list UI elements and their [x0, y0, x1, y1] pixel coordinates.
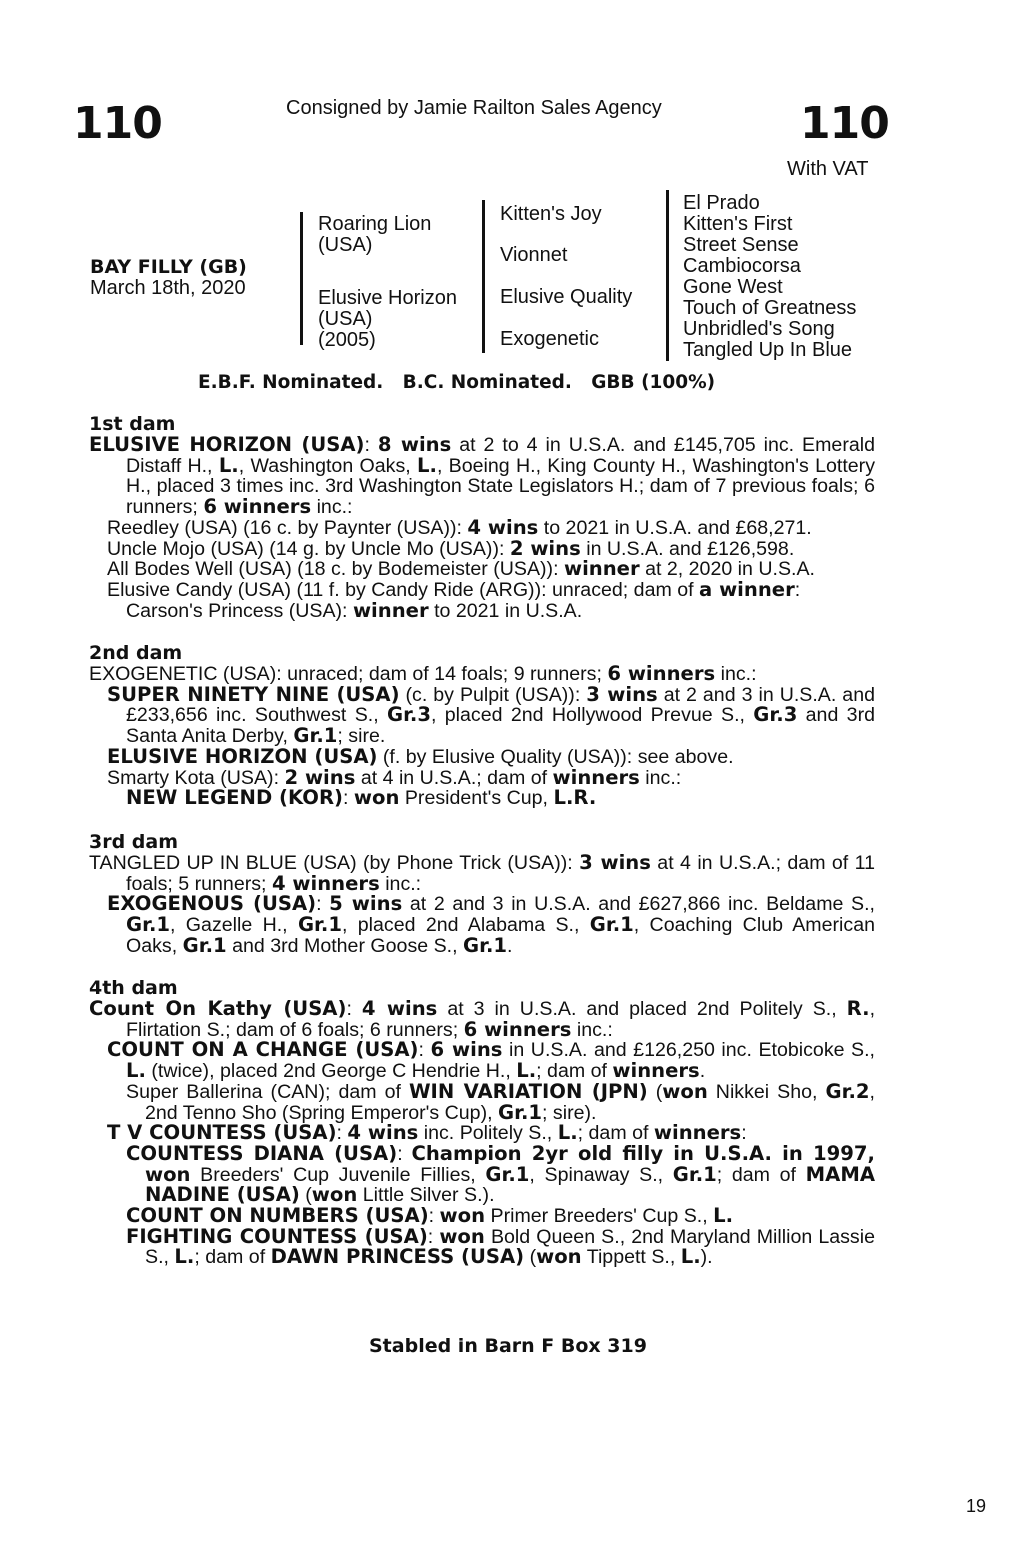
dam-year: (2005)	[318, 329, 376, 351]
vat-note: With VAT	[787, 158, 869, 180]
great-grandparent: El Prado	[683, 192, 760, 214]
grandparent-2: Vionnet	[500, 244, 568, 266]
pedigree-divider-1	[300, 212, 303, 345]
offspring-entry: EXOGENOUS (USA): 5 wins at 2 and 3 in U.S.A. and £627,866 inc. Beldame S., Gr.1, Gazelle H., Gr.1, placed 2nd Alabama S., Gr.1, Coaching Club American Oaks, Gr.1 and 3rd Mother Goose S., Gr.1.	[107, 892, 875, 957]
offspring-entry: Uncle Mojo (USA) (14 g. by Uncle Mo (USA)): 2 wins in U.S.A. and £126,598.	[107, 536, 795, 560]
offspring-entry: COUNT ON A CHANGE (USA): 6 wins in U.S.A. and £126,250 inc. Etobicoke S., L. (twice), placed 2nd George C Hendrie H., L.; dam of winners.	[107, 1038, 876, 1083]
great-grandparent: Unbridled's Song	[683, 318, 835, 340]
grandparent-3: Elusive Quality	[500, 286, 633, 308]
great-grandparent: Touch of Greatness	[683, 297, 857, 319]
foaling-date: March 18th, 2020	[90, 277, 246, 299]
great-grandparents	[683, 193, 856, 361]
dam-record: Count On Kathy (USA): 4 wins at 3 in U.S.A. and placed 2nd Politely S., R., Flirtation S.; dam of 6 foals; 6 runners; 6 winners inc.:	[89, 997, 876, 1041]
grandparent-4: Exogenetic	[500, 328, 599, 350]
great-grandparent: Kitten's First	[683, 213, 793, 235]
offspring-entry: FIGHTING COUNTESS (USA): won Bold Queen S., 2nd Maryland Million Lassie S., L.; dam of DAWN PRINCESS (USA) (won Tippett S., L.).	[126, 1224, 875, 1269]
offspring-entry: COUNT ON NUMBERS (USA): won Primer Breeders' Cup S., L.	[126, 1204, 734, 1228]
dam-name: Elusive Horizon	[318, 287, 457, 309]
offspring-entry: ELUSIVE HORIZON (USA) (f. by Elusive Quality (USA)): see above.	[107, 744, 734, 768]
great-grandparent: Gone West	[683, 276, 783, 298]
stabling-info: Stabled in Barn F Box 319	[369, 1335, 647, 1357]
horse-name: BAY FILLY (GB)	[90, 256, 247, 278]
great-grandparent: Tangled Up In Blue	[683, 339, 853, 361]
offspring-entry: Super Ballerina (CAN); dam of WIN VARIATION (JPN) (won Nikkei Sho, Gr.2, 2nd Tenno Sho (Spring Emperor's Cup), Gr.1; sire).	[126, 1079, 875, 1124]
dam-country: (USA)	[318, 308, 373, 330]
offspring-entry: All Bodes Well (USA) (18 c. by Bodemeister (USA)): winner at 2, 2020 in U.S.A.	[107, 557, 815, 581]
section-title: 2nd dam	[89, 642, 183, 664]
great-grandparent: Cambiocorsa	[683, 255, 801, 277]
lot-number-right: 110	[800, 98, 889, 149]
section-title: 1st dam	[89, 413, 176, 435]
sire-name: Roaring Lion	[318, 213, 432, 235]
offspring-entry: SUPER NINETY NINE (USA) (c. by Pulpit (USA)): 3 wins at 2 and 3 in U.S.A. and £233,656 inc. Southwest S., Gr.3, placed 2nd Hollywood Prevue S., Gr.3 and 3rd Santa Anita Derby, Gr.1; sire.	[107, 682, 875, 748]
fourth-dam-section	[89, 978, 875, 1268]
pedigree-divider-3	[666, 190, 669, 361]
consignor: Consigned by Jamie Railton Sales Agency	[286, 97, 662, 119]
offspring-entry: NEW LEGEND (KOR): won President's Cup, L.R.	[126, 786, 597, 810]
sire-country: (USA)	[318, 234, 373, 256]
grandparent-1: Kitten's Joy	[500, 203, 602, 225]
section-title: 4th dam	[89, 977, 178, 999]
offspring-entry: T V COUNTESS (USA): 4 wins inc. Politely S., L.; dam of winners:	[107, 1121, 747, 1145]
nominations: E.B.F. Nominated. B.C. Nominated. GBB (100%)	[198, 372, 716, 393]
dam	[318, 288, 457, 351]
dam-record: ELUSIVE HORIZON (USA): 8 wins at 2 to 4 in U.S.A. and £145,705 inc. Emerald Distaff H., L., Washington Oaks, L., Boeing H., King County H., Washington's Lottery H., placed 3 times inc. 3rd Washington State Legislators H.; dam of 7 previous foals; 6 runners; 6 winners inc.:	[89, 433, 875, 519]
page-number: 19	[966, 1496, 987, 1516]
pedigree-divider-2	[482, 200, 485, 353]
dam-record: TANGLED UP IN BLUE (USA) (by Phone Trick (USA)): 3 wins at 4 in U.S.A.; dam of 11 foals; 5 runners; 4 winners inc.:	[89, 851, 875, 895]
sire	[318, 214, 431, 256]
lot-number-left: 110	[73, 98, 162, 149]
great-grandparent: Street Sense	[683, 234, 799, 256]
offspring-entry: Reedley (USA) (16 c. by Paynter (USA)): 4 wins to 2021 in U.S.A. and £68,271.	[107, 515, 812, 539]
second-dam-section	[89, 643, 875, 809]
offspring-entry: Smarty Kota (USA): 2 wins at 4 in U.S.A.; dam of winners inc.:	[107, 765, 682, 789]
first-dam-section	[89, 414, 875, 621]
offspring-entry: COUNTESS DIANA (USA): Champion 2yr old filly in U.S.A. in 1997, won Breeders' Cup Juvenile Fillies, Gr.1, Spinaway S., Gr.1; dam of MAMA NADINE (USA) (won Little Silver S.).	[126, 1141, 875, 1207]
section-title: 3rd dam	[89, 831, 179, 853]
dam-record: EXOGENETIC (USA): unraced; dam of 14 foals; 9 runners; 6 winners inc.:	[89, 662, 757, 685]
offspring-entry: Carson's Princess (USA): winner to 2021 in U.S.A.	[126, 598, 583, 622]
offspring-entry: Elusive Candy (USA) (11 f. by Candy Ride (ARG)): unraced; dam of a winner:	[107, 577, 801, 601]
third-dam-section	[89, 832, 875, 957]
